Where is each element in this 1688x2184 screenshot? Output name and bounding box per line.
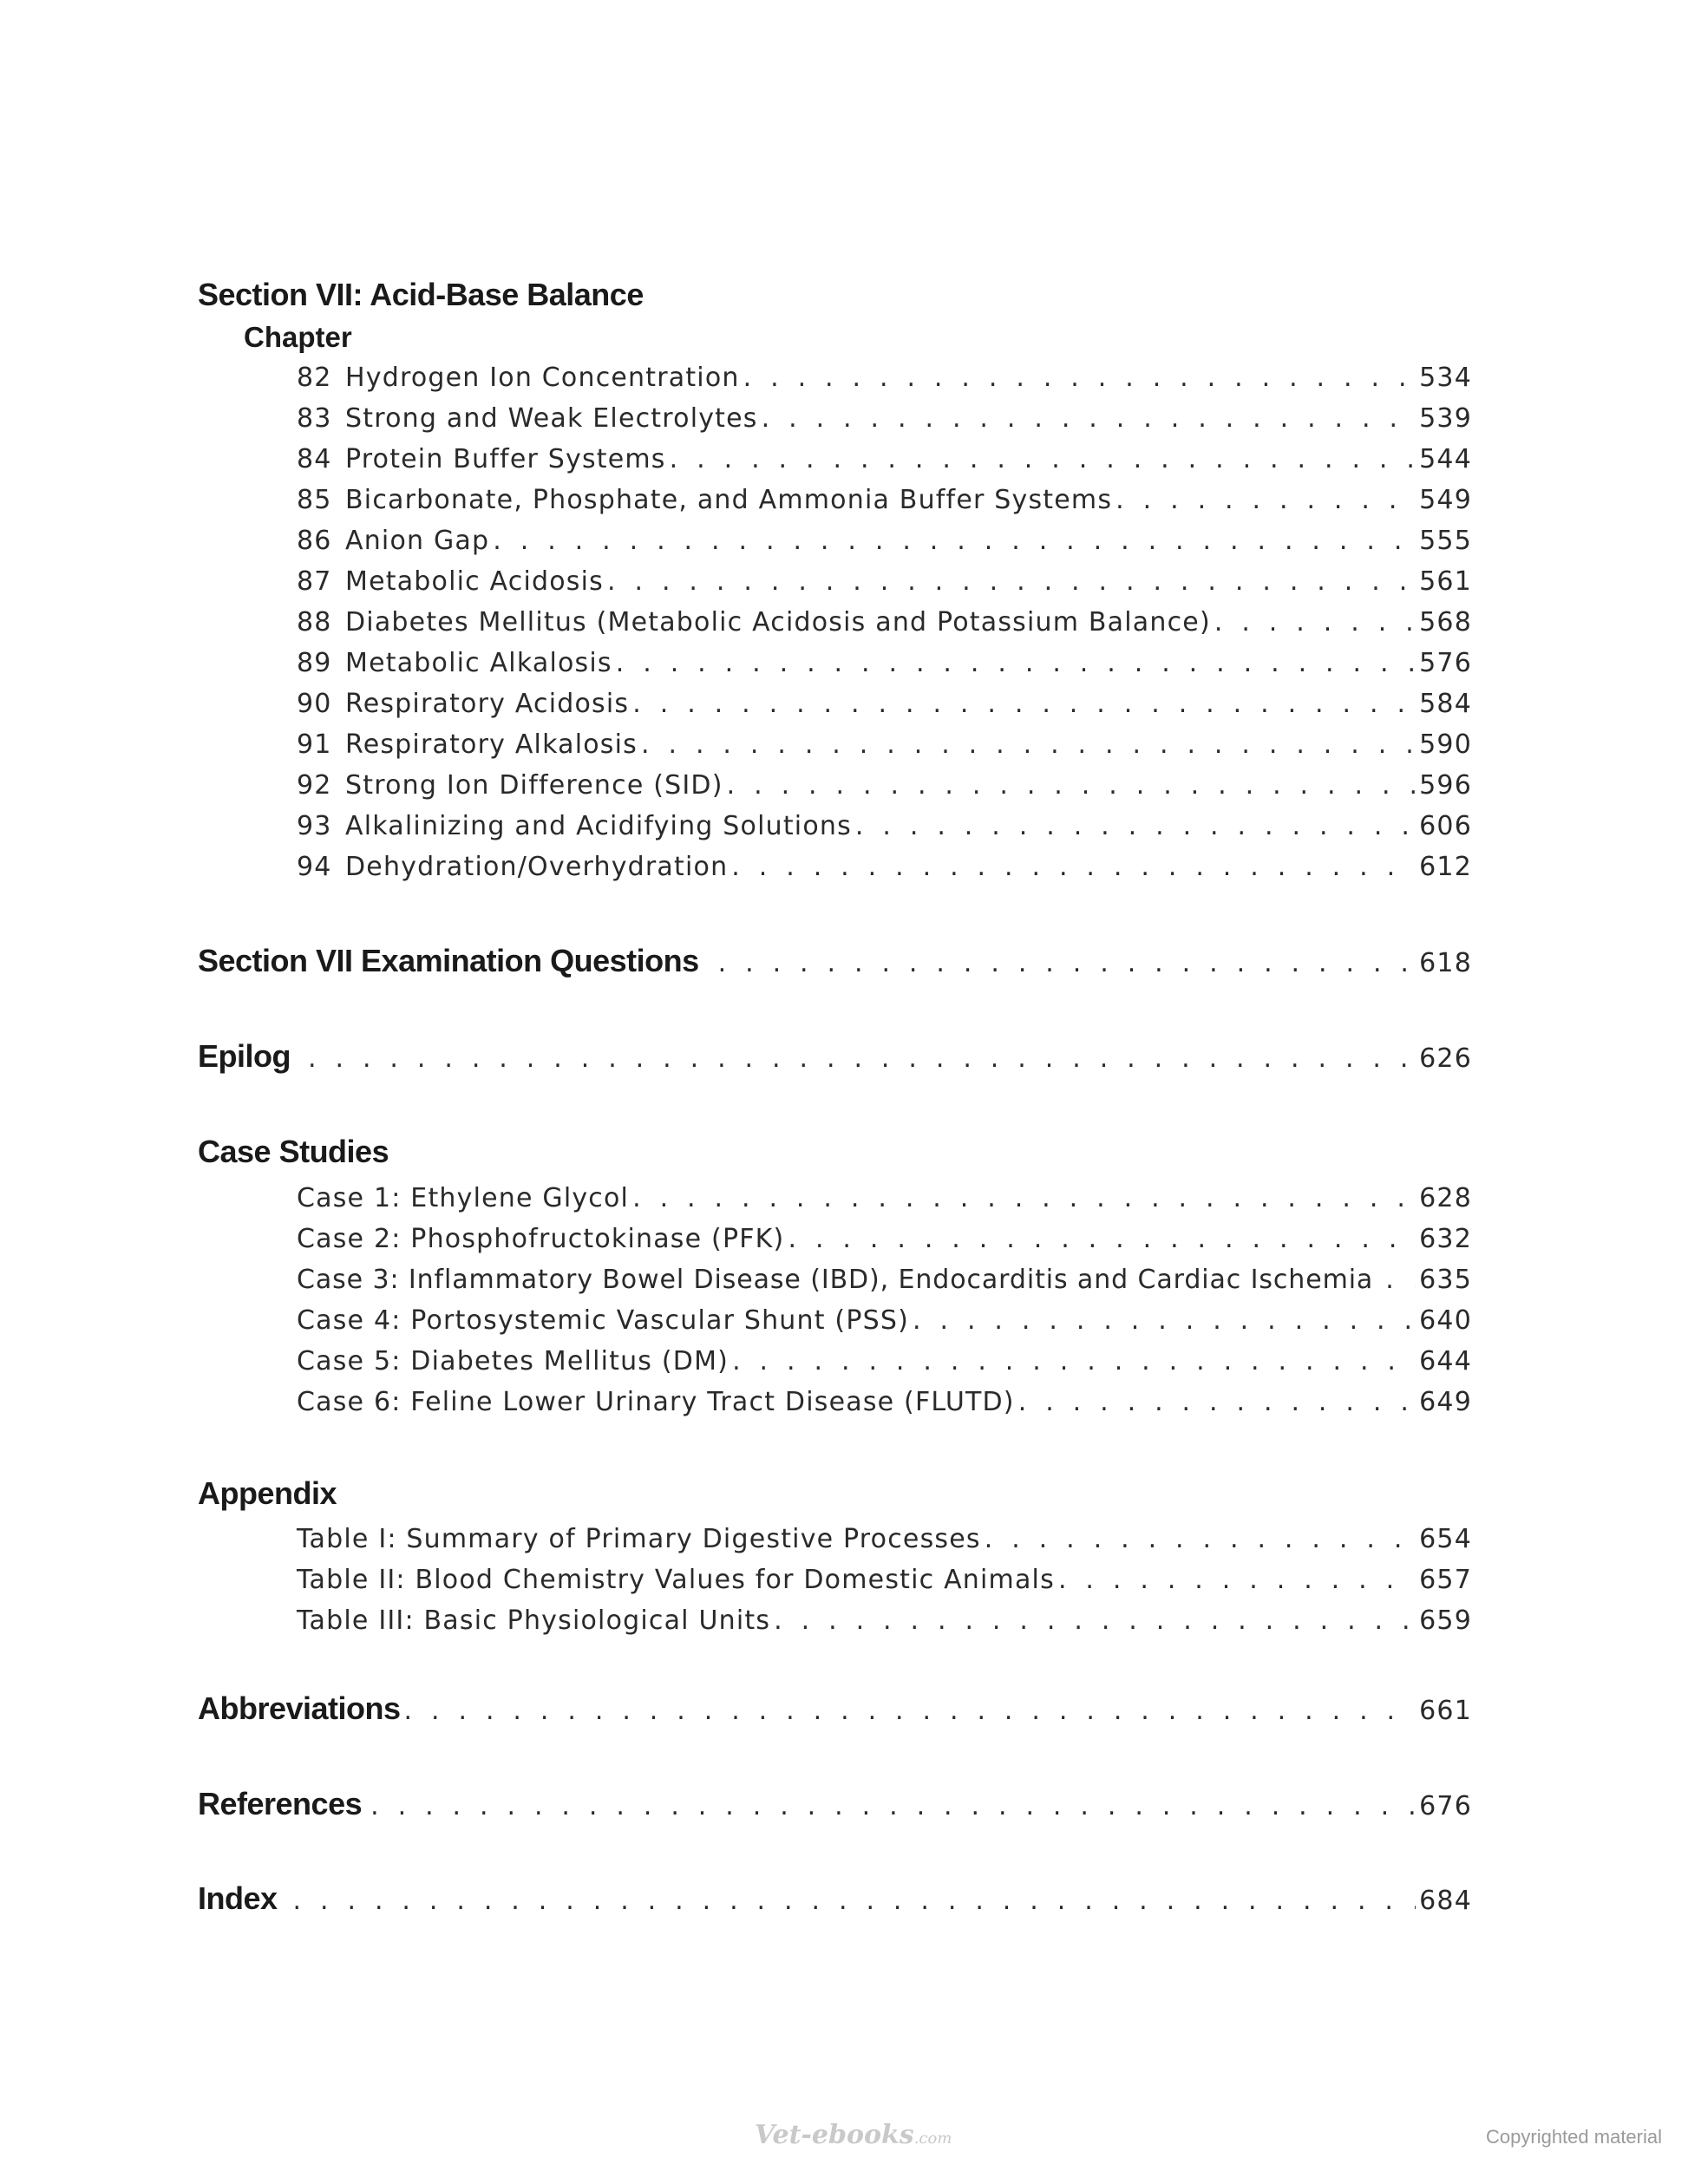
- dot-leader: [293, 1879, 1416, 1924]
- chapter-title: Alkalinizing and Acidifying Solutions: [345, 811, 852, 841]
- case-title: Case 5: Diabetes Mellitus (DM): [297, 1346, 730, 1376]
- chapter-number: 90: [297, 689, 332, 719]
- toc-entry-chapter-85[interactable]: [297, 480, 1472, 520]
- chapter-number: 92: [297, 770, 332, 801]
- dot-leader: [308, 1036, 1416, 1082]
- toc-entry-table-i[interactable]: [297, 1519, 1472, 1560]
- entry-label: Abbreviations: [198, 1690, 401, 1726]
- toc-entry-case-2[interactable]: [297, 1219, 1472, 1259]
- page-number: 555: [1419, 526, 1472, 556]
- case-title: Case 6: Feline Lower Urinary Tract Disease (FLUTD): [297, 1387, 1015, 1417]
- page-number: 644: [1419, 1346, 1472, 1376]
- chapter-title: Metabolic Acidosis: [345, 566, 605, 597]
- dot-leader: [404, 1689, 1416, 1734]
- dot-leader: [493, 520, 1416, 561]
- case-title: Case 2: Phosphofructokinase (PFK): [297, 1224, 785, 1254]
- toc-entry-index[interactable]: [198, 1876, 1472, 1921]
- dot-leader: [370, 1784, 1416, 1829]
- toc-entry-case-5[interactable]: [297, 1341, 1472, 1382]
- toc-entry-chapter-91[interactable]: [297, 724, 1472, 765]
- page-number: 657: [1419, 1565, 1472, 1595]
- toc-entry-case-4[interactable]: [297, 1300, 1472, 1341]
- copyright-notice: Copyrighted material: [1486, 2126, 1662, 2148]
- chapter-number: 93: [297, 811, 332, 841]
- chapter-title: Protein Buffer Systems: [345, 444, 666, 474]
- dot-leader: [718, 941, 1416, 986]
- toc-entry-epilog[interactable]: [198, 1034, 1472, 1079]
- page-number: 561: [1419, 566, 1472, 597]
- toc-entry-chapter-86[interactable]: [297, 520, 1472, 561]
- toc-entry-chapter-89[interactable]: [297, 643, 1472, 683]
- dot-leader: [743, 357, 1416, 398]
- chapter-title: Strong and Weak Electrolytes: [345, 403, 758, 434]
- toc-entry-table-iii[interactable]: [297, 1600, 1472, 1641]
- watermark-logo: [755, 2120, 952, 2150]
- chapter-number: 85: [297, 485, 332, 515]
- page-number: 659: [1419, 1605, 1472, 1636]
- chapter-number: 94: [297, 852, 332, 882]
- chapter-title: Bicarbonate, Phosphate, and Ammonia Buffer Systems: [345, 485, 1113, 515]
- chapter-number: 88: [297, 607, 332, 638]
- toc-entry-chapter-93[interactable]: [297, 806, 1472, 847]
- entry-label: Index: [198, 1880, 278, 1916]
- watermark-text: Vet-ebooks: [755, 2120, 914, 2150]
- dot-leader: [762, 398, 1416, 439]
- dot-leader: [732, 1341, 1416, 1382]
- chapter-title: Hydrogen Ion Concentration: [345, 363, 740, 393]
- dot-leader: [1018, 1382, 1416, 1422]
- dot-leader: [774, 1600, 1416, 1641]
- page-number: 618: [1419, 948, 1472, 978]
- chapter-title: Strong Ion Difference (SID): [345, 770, 723, 801]
- dot-leader: [1058, 1560, 1416, 1600]
- toc-entry-chapter-83[interactable]: [297, 398, 1472, 439]
- case-title: Case 4: Portosystemic Vascular Shunt (PSS): [297, 1305, 910, 1336]
- toc-entry-chapter-87[interactable]: [297, 561, 1472, 602]
- appendix-title: Table I: Summary of Primary Digestive Processes: [297, 1524, 981, 1554]
- page-number: 676: [1419, 1791, 1472, 1821]
- dot-leader: [1214, 602, 1416, 643]
- case-title: Case 3: Inflammatory Bowel Disease (IBD), Endocarditis and Cardiac Ischemia: [297, 1265, 1374, 1295]
- dot-leader: [632, 683, 1416, 724]
- dot-leader: [731, 847, 1416, 887]
- chapter-number: 82: [297, 363, 332, 393]
- entry-label: Section VII Examination Questions: [198, 943, 699, 978]
- dot-leader: [1116, 480, 1416, 520]
- page-number: 544: [1419, 444, 1472, 474]
- page-number: 684: [1419, 1886, 1472, 1916]
- section-heading: Section VII: Acid-Base Balance: [198, 277, 644, 312]
- chapter-title: Diabetes Mellitus (Metabolic Acidosis and Potassium Balance): [345, 607, 1211, 638]
- dot-leader: [632, 1178, 1416, 1219]
- toc-entry-references[interactable]: [198, 1782, 1472, 1827]
- toc-entry-abbreviations[interactable]: [198, 1686, 1472, 1731]
- page-number: 632: [1419, 1224, 1472, 1254]
- toc-entry-chapter-88[interactable]: [297, 602, 1472, 643]
- entry-label: References: [198, 1786, 363, 1821]
- page-number: 626: [1419, 1043, 1472, 1074]
- dot-leader: [855, 806, 1416, 847]
- dot-leader: [641, 724, 1416, 765]
- page-number: 584: [1419, 689, 1472, 719]
- dot-leader: [1385, 1259, 1416, 1300]
- dot-leader: [788, 1219, 1416, 1259]
- page-number: 654: [1419, 1524, 1472, 1554]
- dot-leader: [616, 643, 1416, 683]
- entry-label: Epilog: [198, 1038, 291, 1074]
- toc-entry-chapter-90[interactable]: [297, 683, 1472, 724]
- chapter-number: 91: [297, 729, 332, 760]
- toc-entry-case-1[interactable]: [297, 1178, 1472, 1219]
- chapter-number: 89: [297, 648, 332, 678]
- chapter-title: Respiratory Acidosis: [345, 689, 630, 719]
- page-number: 635: [1419, 1265, 1472, 1295]
- case-studies-heading: Case Studies: [198, 1134, 389, 1169]
- page-number: 539: [1419, 403, 1472, 434]
- dot-leader: [913, 1300, 1416, 1341]
- page-number: 606: [1419, 811, 1472, 841]
- toc-entry-chapter-84[interactable]: [297, 439, 1472, 480]
- chapter-title: Metabolic Alkalosis: [345, 648, 612, 678]
- page-number: 576: [1419, 648, 1472, 678]
- chapter-subheading: Chapter: [244, 321, 352, 353]
- toc-entry-chapter-94[interactable]: [297, 847, 1472, 887]
- toc-entry-chapter-82[interactable]: [297, 357, 1472, 398]
- toc-entry-case-3[interactable]: [297, 1259, 1472, 1300]
- toc-entry-case-6[interactable]: [297, 1382, 1472, 1422]
- page-number: 596: [1419, 770, 1472, 801]
- chapter-number: 84: [297, 444, 332, 474]
- chapter-title: Dehydration/Overhydration: [345, 852, 729, 882]
- toc-entry-exam-questions[interactable]: [198, 938, 1472, 984]
- chapter-number: 87: [297, 566, 332, 597]
- chapter-title: Respiratory Alkalosis: [345, 729, 638, 760]
- dot-leader: [670, 439, 1416, 480]
- page-number: 549: [1419, 485, 1472, 515]
- page-number: 628: [1419, 1183, 1472, 1213]
- watermark-suffix: .com: [913, 2129, 952, 2148]
- case-title: Case 1: Ethylene Glycol: [297, 1183, 630, 1213]
- appendix-title: Table III: Basic Physiological Units: [297, 1605, 771, 1636]
- page-number: 568: [1419, 607, 1472, 638]
- chapter-title: Anion Gap: [345, 526, 490, 556]
- page-number: 640: [1419, 1305, 1472, 1336]
- dot-leader: [607, 561, 1416, 602]
- chapter-number: 86: [297, 526, 332, 556]
- appendix-title: Table II: Blood Chemistry Values for Domestic Animals: [297, 1565, 1055, 1595]
- page-number: 661: [1419, 1696, 1472, 1726]
- chapter-number: 83: [297, 403, 332, 434]
- page-number: 612: [1419, 852, 1472, 882]
- appendix-heading: Appendix: [198, 1475, 337, 1511]
- dot-leader: [727, 765, 1416, 806]
- page-number: 590: [1419, 729, 1472, 760]
- toc-entry-chapter-92[interactable]: [297, 765, 1472, 806]
- page-number: 534: [1419, 363, 1472, 393]
- dot-leader: [985, 1519, 1416, 1560]
- toc-entry-table-ii[interactable]: [297, 1560, 1472, 1600]
- page-number: 649: [1419, 1387, 1472, 1417]
